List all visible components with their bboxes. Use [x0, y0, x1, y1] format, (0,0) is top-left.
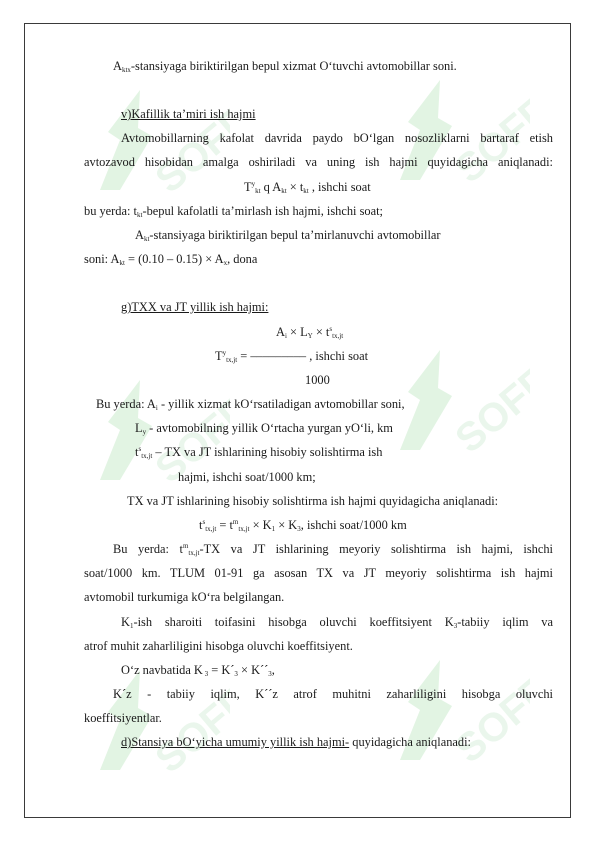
- watermark-text: SOFF: [147, 389, 230, 492]
- watermark-text: SOFF: [447, 89, 530, 192]
- text-line: Bu yerda: $A_i$ - yillik xizmat kO‘rsatiladigan avtomobillar soni,: [96, 397, 405, 412]
- formula: $T^y_{kt}$ q $A_{kt} \times t_{kt}$ , ishchi soat: [244, 180, 371, 195]
- text-line: TX va JT ishlarining hisobiy solishtirma ish hajmi quyidagicha aniqlanadi:: [127, 494, 499, 508]
- text-line: koeffitsiyentlar.: [84, 711, 162, 725]
- text-line: Bu yerda: $t^m_{tx,jt}-TX$ va JT ishlarining meyoriy solishtirma ish hajmi, ishchi: [113, 542, 553, 557]
- section-heading: g)TXX va JT yillik ish hajmi:: [121, 300, 269, 314]
- formula: $t^s_{tx,jt} = t^m_{tx,jt} \times K_1 \times K_3$, ishchi soat/1000 km: [199, 518, 407, 533]
- text-line: $t^s_{tx,jt}$ – TX va JT ishlarining hisobiy solishtirma ish: [135, 445, 383, 460]
- text-line: $A_{ktx}$-stansiyaga biriktirilgan bepul xizmat O‘tuvchi avtomobillar soni.: [113, 59, 457, 74]
- text-line: soat/1000 km. TLUM 01-91 ga asosan TX va JT meyoriy solishtirma ish hajmi: [84, 566, 553, 580]
- section-heading: v)Kafillik ta’miri ish hajmi: [121, 107, 256, 121]
- watermark-text: SOFF: [447, 359, 530, 462]
- formula: O‘z navbatida K $_3 = K´_3$ × $K´´_3$,: [121, 663, 275, 678]
- formula-denominator: 1000: [305, 373, 330, 387]
- formula-numerator: $A_i \times L_Y \times t^s_{tx,jt}$: [276, 325, 344, 340]
- watermark-text: SOFF: [447, 669, 530, 772]
- text-line: bu yerda: $t_{kt}$-bepul kafolatli ta’mirlash ish hajmi, ishchi soat;: [84, 204, 383, 219]
- text-line: d)Stansiya bO‘yicha umumiy yillik ish hajmi- quyidagicha aniqlanadi:: [121, 735, 471, 749]
- formula: $T^y_{tx,jt}$ = ––––––––– , ishchi soat: [215, 349, 369, 364]
- text-line: atrof muhit zaharliligini hisobga oluvchi koeffitsiyent.: [84, 639, 353, 653]
- soff-watermark-icon: [380, 640, 530, 790]
- text-line: hajmi, ishchi soat/1000 km;: [178, 470, 316, 484]
- text-line: soni: $A_{kt} = (0.10 - 0.15) \times A_x$, dona: [84, 252, 258, 267]
- watermark-logo: [380, 640, 530, 790]
- text-line: K´z - tabiiy iqlim, K´´z atrof muhitni zaharliligini hisobga oluvchi: [113, 687, 553, 701]
- text-line: $A_{kt}$-stansiyaga biriktirilgan bepul ta’mirlanuvchi avtomobillar: [135, 228, 441, 243]
- text-line: avtozavod hisobidan amalga oshiriladi va uning ish hajmi quyidagicha aniqlanadi:: [84, 155, 553, 169]
- text-line: avtomobil turkumiga kO‘ra belgilangan.: [84, 590, 285, 604]
- section-heading: d)Stansiya bO‘yicha umumiy yillik ish hajmi-: [121, 735, 350, 749]
- text-line: Avtomobillarning kafolat davrida paydo bO‘lgan nosozliklarni bartaraf etish: [121, 131, 553, 145]
- text-line: $K_1$-ish sharoiti toifasini hisobga oluvchi koeffitsiyent $K_3$-tabiiy iqlim va: [121, 615, 553, 630]
- text-line: $L_y$ - avtomobilning yillik O‘rtacha yurgan yO‘li, km: [135, 421, 393, 436]
- watermark-text: SOFF: [147, 99, 230, 202]
- watermark-text: SOFF: [147, 679, 230, 782]
